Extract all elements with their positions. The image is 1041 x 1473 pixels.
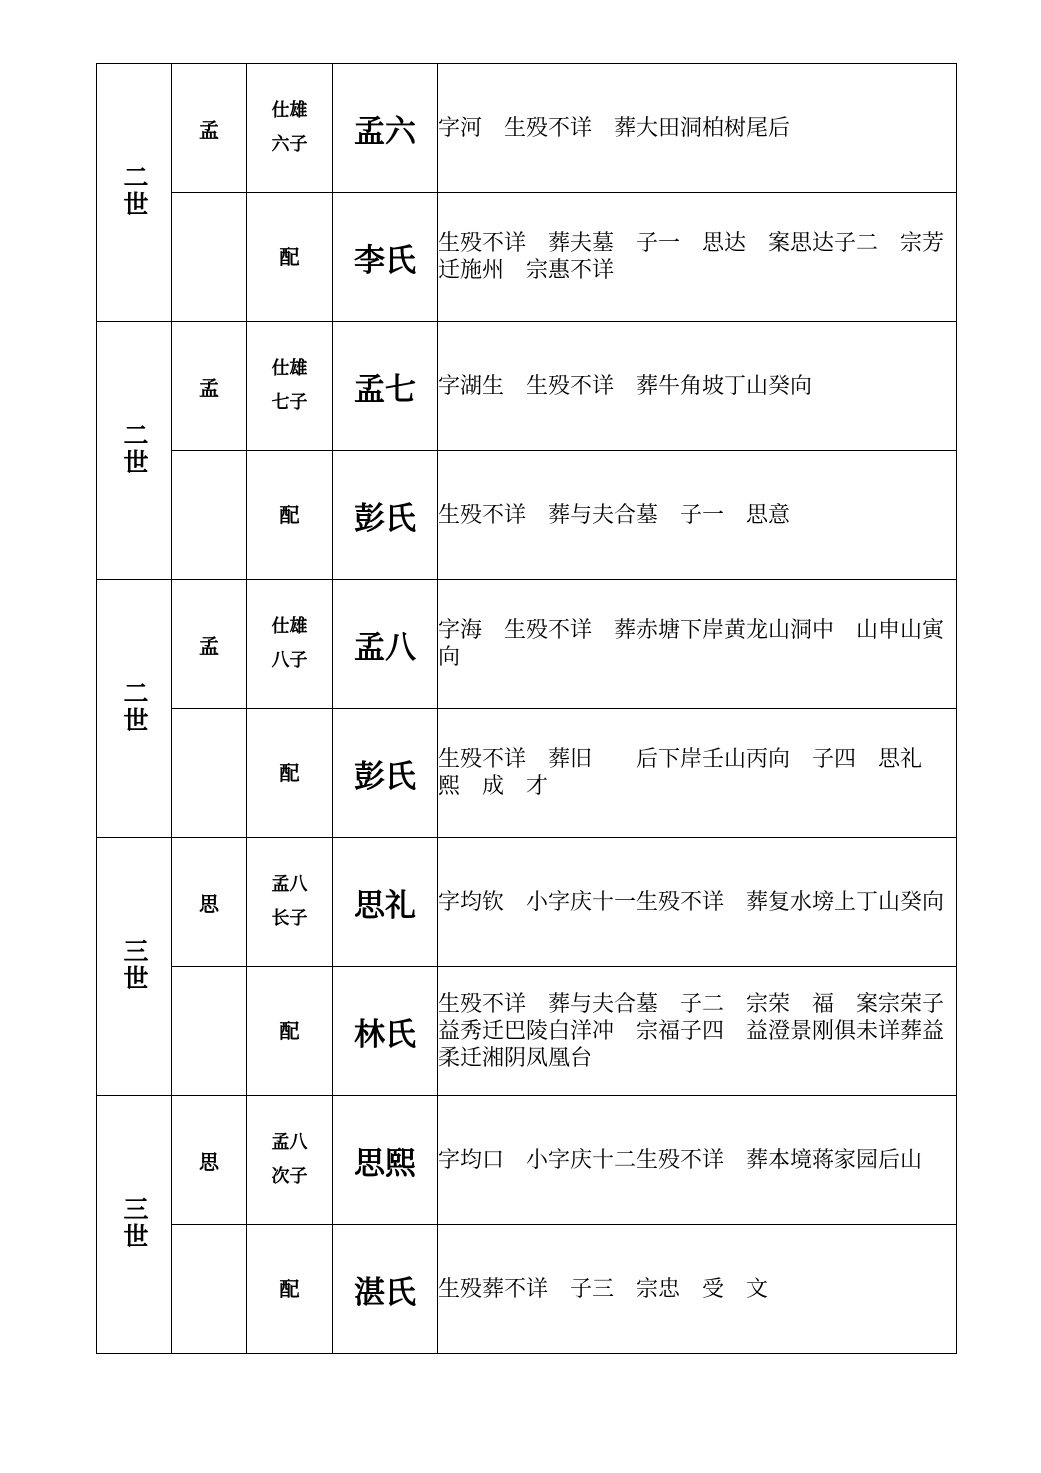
spouse-description: 生殁不详 葬旧 后下岸壬山丙向 子四 思礼 熙 成 才: [438, 709, 957, 838]
person-name: 孟六: [333, 64, 438, 193]
genealogy-table: [96, 63, 957, 1354]
spouse-description: 生殁不详 葬与夫合墓 子二 宗荣 福 案宗荣子益秀迁巴陵白洋冲 宗福子四 益澄景刚俱未详葬益柔迁湘阴凤凰台: [438, 967, 957, 1096]
generation-label: 二世: [120, 679, 149, 734]
person-row: [97, 322, 957, 451]
person-row: [97, 580, 957, 709]
spouse-description: 生殁不详 葬夫墓 子一 思达 案思达子二 宗芳迁施州 宗惠不详: [438, 193, 957, 322]
generation-label: 三世: [120, 1195, 149, 1250]
empty-cell: [172, 451, 247, 580]
lineage-relation: 仕雄 八子: [247, 580, 333, 709]
spouse-name: 湛氏: [333, 1225, 438, 1354]
lineage-relation: 仕雄 七子: [247, 322, 333, 451]
spouse-relation: 配: [247, 451, 333, 580]
empty-cell: [172, 1225, 247, 1354]
person-description: 字均口 小字庆十二生殁不详 葬本境蒋家园后山: [438, 1096, 957, 1225]
person-description: 字均钦 小字庆十一生殁不详 葬复水塝上丁山癸向: [438, 838, 957, 967]
person-name: 思礼: [333, 838, 438, 967]
lineage-relation: 孟八 次子: [247, 1096, 333, 1225]
generation-cell: [97, 322, 172, 580]
spouse-row: [97, 451, 957, 580]
empty-cell: [172, 967, 247, 1096]
spouse-description: 生殁葬不详 子三 宗忠 受 文: [438, 1225, 957, 1354]
lineage-relation: 仕雄 六子: [247, 64, 333, 193]
spouse-relation: 配: [247, 1225, 333, 1354]
empty-cell: [172, 193, 247, 322]
spouse-row: [97, 709, 957, 838]
spouse-description: 生殁不详 葬与夫合墓 子一 思意: [438, 451, 957, 580]
spouse-row: [97, 1225, 957, 1354]
person-description: 字海 生殁不详 葬赤塘下岸黄龙山洞中 山申山寅向: [438, 580, 957, 709]
person-name: 孟八: [333, 580, 438, 709]
generation-cell: [97, 64, 172, 322]
generation-character: 思: [172, 1096, 247, 1225]
lineage-relation: 孟八 长子: [247, 838, 333, 967]
person-row: [97, 64, 957, 193]
generation-label: 二世: [120, 421, 149, 476]
generation-character: 孟: [172, 580, 247, 709]
spouse-relation: 配: [247, 193, 333, 322]
generation-cell: [97, 838, 172, 1096]
generation-character: 孟: [172, 64, 247, 193]
person-description: 字湖生 生殁不详 葬牛角坡丁山癸向: [438, 322, 957, 451]
person-row: [97, 1096, 957, 1225]
spouse-name: 李氏: [333, 193, 438, 322]
spouse-row: [97, 967, 957, 1096]
generation-label: 二世: [120, 163, 149, 218]
spouse-name: 林氏: [333, 967, 438, 1096]
generation-character: 思: [172, 838, 247, 967]
person-name: 思熙: [333, 1096, 438, 1225]
spouse-name: 彭氏: [333, 451, 438, 580]
spouse-relation: 配: [247, 967, 333, 1096]
generation-label: 三世: [120, 937, 149, 992]
spouse-name: 彭氏: [333, 709, 438, 838]
generation-character: 孟: [172, 322, 247, 451]
person-row: [97, 838, 957, 967]
person-name: 孟七: [333, 322, 438, 451]
generation-cell: [97, 1096, 172, 1354]
person-description: 字河 生殁不详 葬大田洞柏树尾后: [438, 64, 957, 193]
generation-cell: [97, 580, 172, 838]
spouse-row: [97, 193, 957, 322]
spouse-relation: 配: [247, 709, 333, 838]
empty-cell: [172, 709, 247, 838]
